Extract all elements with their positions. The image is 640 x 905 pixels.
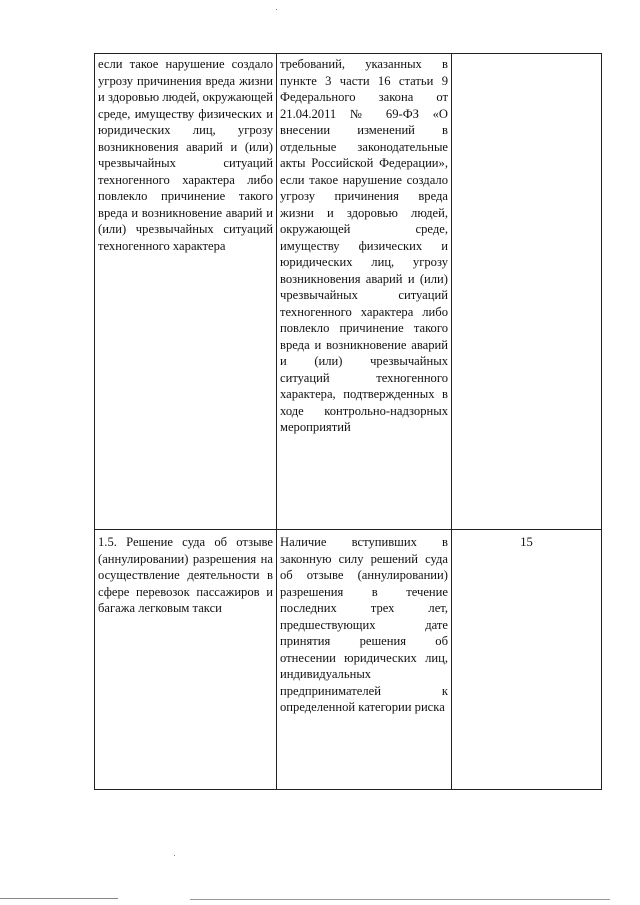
scan-edge-line	[0, 898, 118, 899]
points-cell	[452, 530, 602, 790]
table-row	[95, 54, 602, 530]
table-row	[95, 530, 602, 790]
criterion-cell	[95, 54, 277, 530]
condition-text: Наличие вступивших в законную силу решений суда об отзыве (аннулировании) разрешения в течение последних трех лет, предшествующих дате принятия решения об отнесении юридических лиц, индивидуальных предпринимателей к определенной категории риска	[280, 535, 448, 714]
criteria-table	[94, 53, 602, 790]
condition-cell	[277, 530, 452, 790]
criterion-text: 1.5. Решение суда об отзыве (аннулировании) разрешения на осуществление деятельности в сфере перевозок пассажиров и багажа легковым такси	[98, 535, 273, 615]
condition-text: требований, указанных в пункте 3 части 16 статьи 9 Федерального закона от 21.04.2011 № 69-ФЗ «О внесении изменений в отдельные законодательные акты Российской Федерации», если такое нарушение создало угрозу причинения вреда жизни и здоровью людей, окружающей среде, имуществу физических и юридических лиц, угрозу возникновения аварий и (или) чрезвычайных ситуаций техногенного характера либо повлекло причинение такого вреда и возникновение аварий и (или) чрезвычайных ситуаций техногенного характера, подтвержденных в ходе контрольно-надзорных мероприятий	[280, 57, 448, 434]
points-cell	[452, 54, 602, 530]
criterion-text: если такое нарушение создало угрозу причинения вреда жизни и здоровью людей, окружающей среде, имуществу физических и юридических лиц, угрозу возникновения аварий и (или) чрезвычайных ситуаций техногенного характера либо повлекло причинение такого вреда и возникновение аварий и (или) чрезвычайных ситуаций техногенного характера	[98, 57, 273, 253]
scan-speck	[174, 855, 175, 856]
points-text: 15	[520, 535, 533, 549]
scan-speck	[276, 9, 277, 10]
scan-edge-line	[190, 899, 610, 900]
condition-cell	[277, 54, 452, 530]
criterion-cell	[95, 530, 277, 790]
